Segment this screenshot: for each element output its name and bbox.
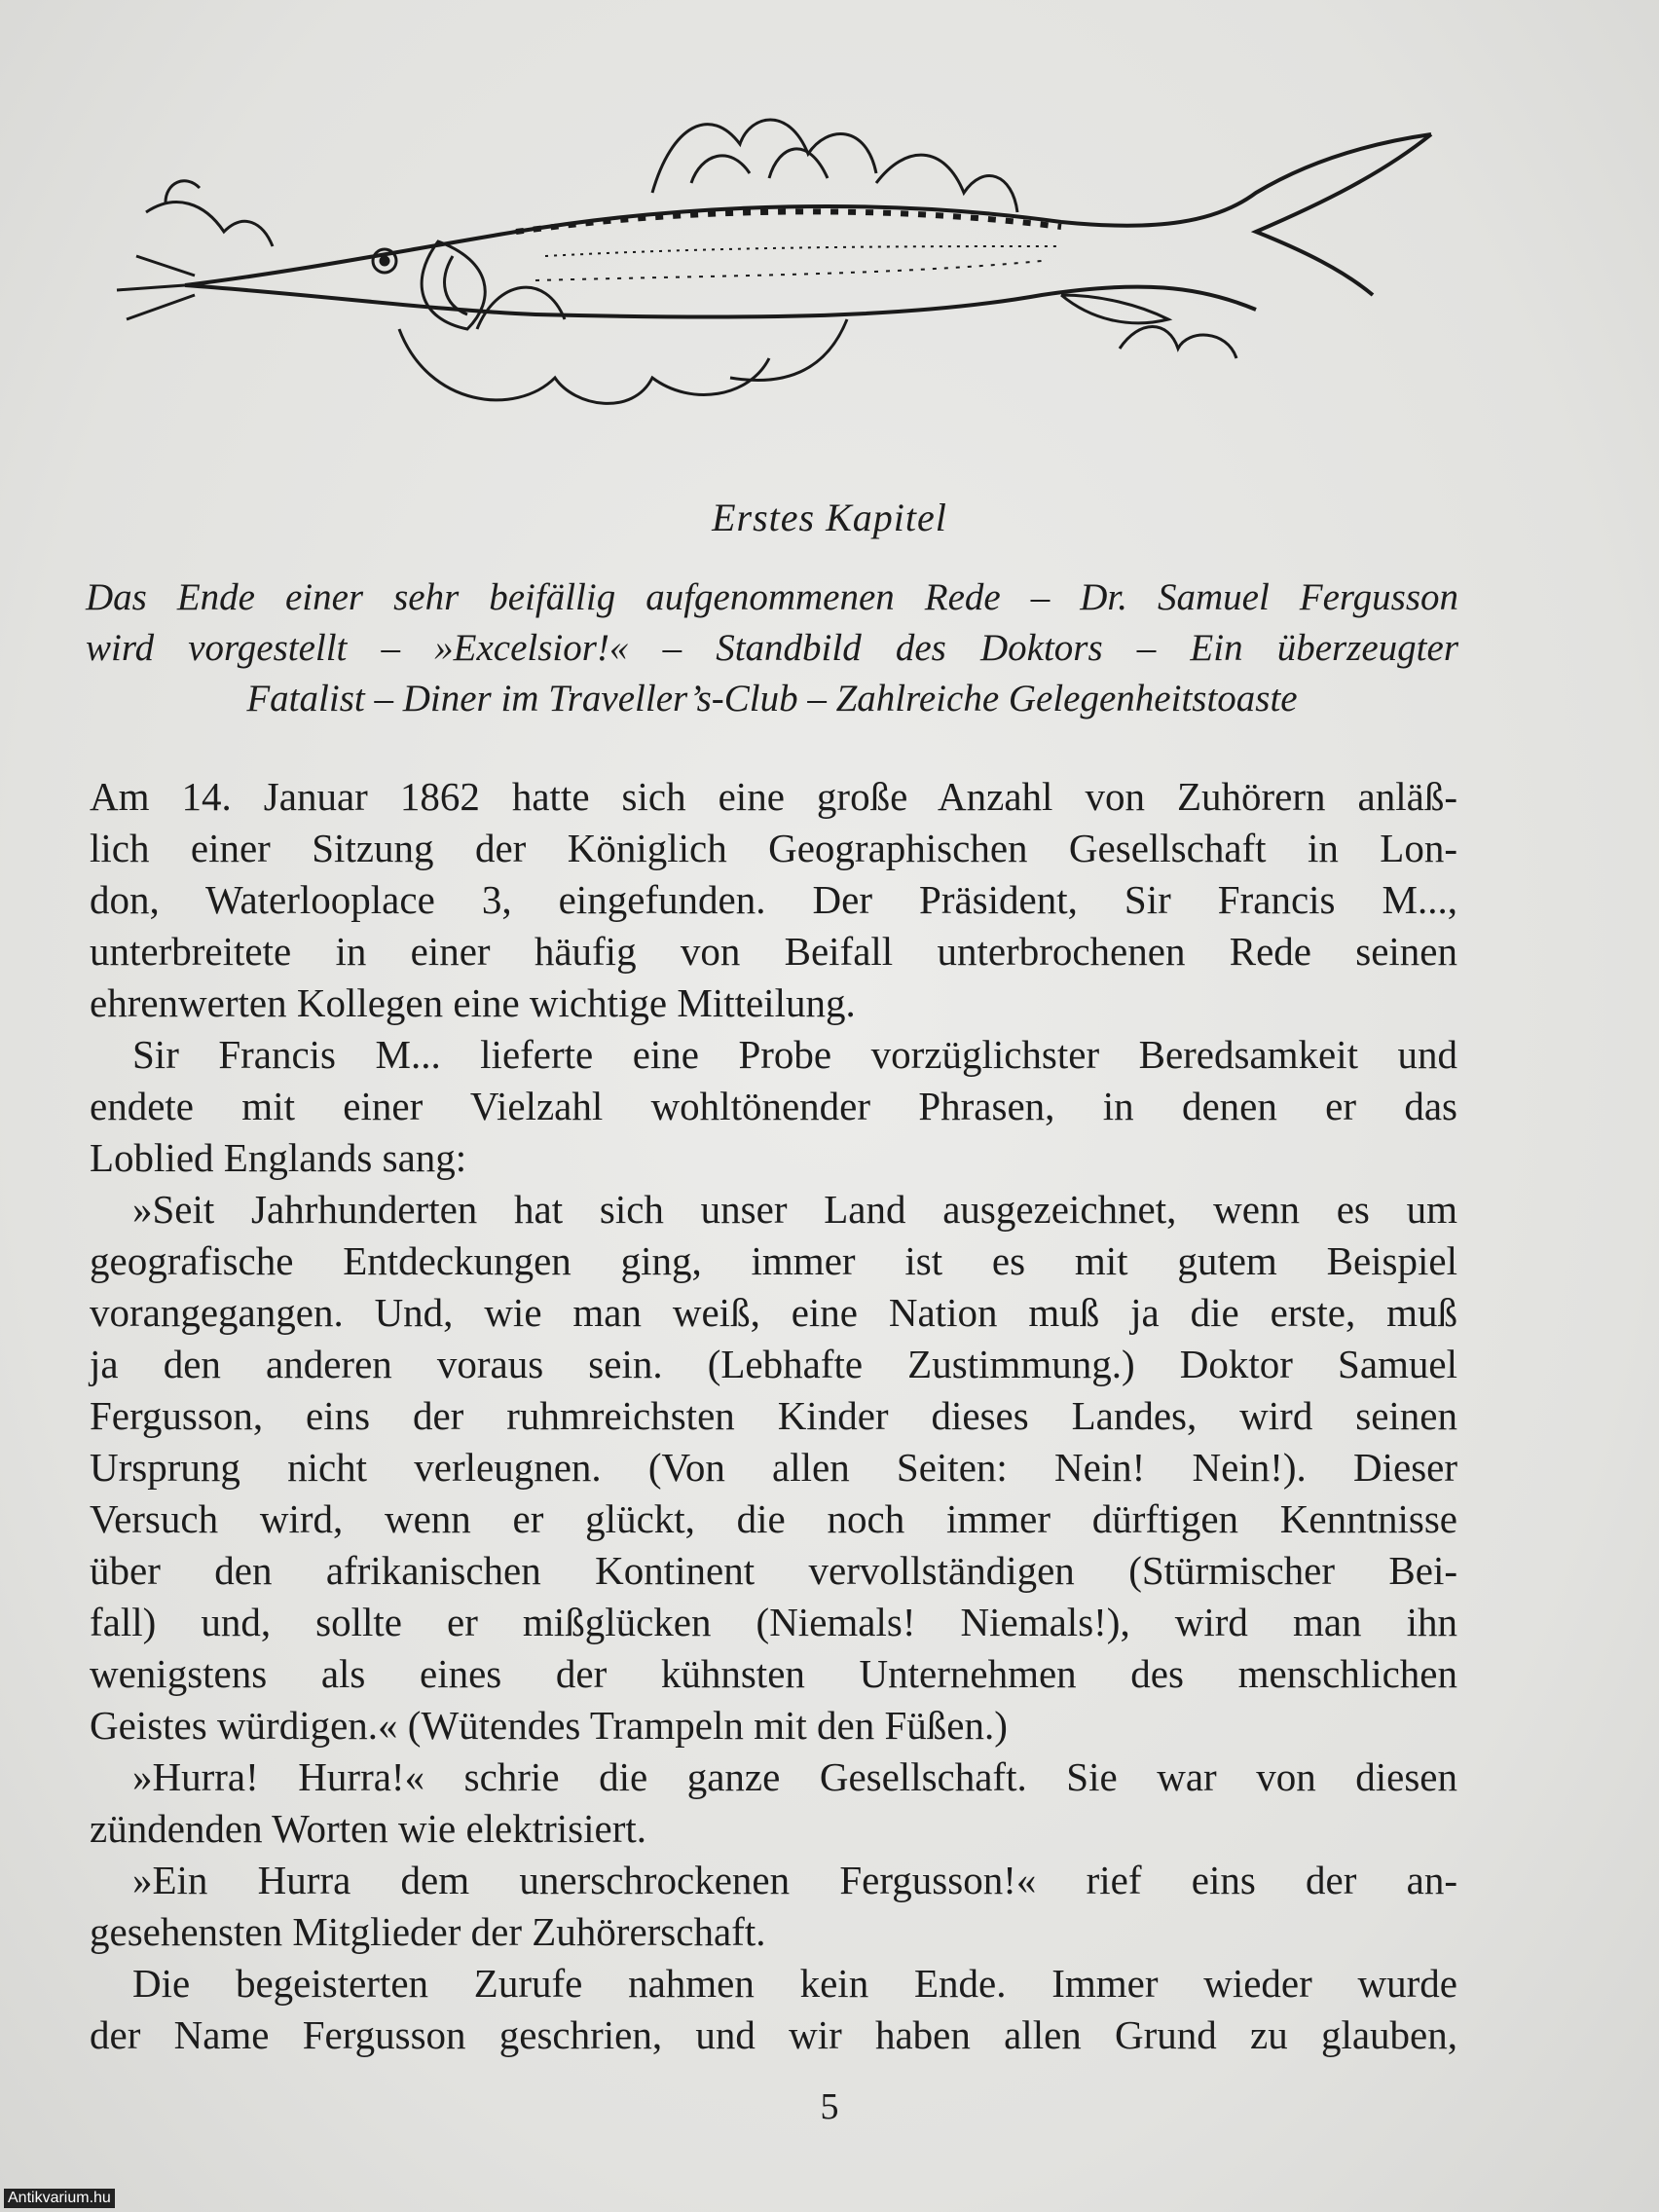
summary-line: Fatalist – Diner im Traveller’s-Club – Zahlreiche Gelegenheitstoaste	[246, 678, 1298, 719]
text-line: »Ein Hurra dem unerschrockenen Fergusson!« rief eins der an-	[132, 1858, 1457, 1902]
text-line: vorangegangen. Und, wie man weiß, eine Nation muß ja die erste, muß	[90, 1290, 1457, 1335]
summary-line: Das Ende einer sehr beifällig aufgenommenen Rede – Dr. Samuel Fergusson	[86, 576, 1458, 618]
text-line: don, Waterlooplace 3, eingefunden. Der Präsident, Sir Francis M...,	[90, 877, 1457, 922]
text-line: ja den anderen voraus sein. (Lebhafte Zustimmung.) Doktor Samuel	[90, 1342, 1457, 1386]
text-line: Versuch wird, wenn er glückt, die noch immer dürftigen Kenntnisse	[90, 1496, 1457, 1541]
text-line: über den afrikanischen Kontinent vervollständigen (Stürmischer Bei-	[90, 1548, 1457, 1593]
body-text	[90, 771, 1457, 2061]
chapter-title: Erstes Kapitel	[712, 496, 947, 539]
watermark: Antikvarium.hu	[4, 2189, 115, 2208]
text-line: Loblied Englands sang:	[90, 1135, 467, 1180]
text-line: geografische Entdeckungen ging, immer ist es mit gutem Beispiel	[90, 1238, 1457, 1283]
sturgeon-illustration	[107, 86, 1451, 446]
text-line: gesehensten Mitglieder der Zuhörerschaft.	[90, 1909, 766, 1954]
text-line: unterbreitete in einer häufig von Beifall unterbrochenen Rede seinen	[90, 929, 1457, 974]
text-line: Ursprung nicht verleugnen. (Von allen Seiten: Nein! Nein!). Dieser	[90, 1445, 1457, 1490]
text-line: ehrenwerten Kollegen eine wichtige Mitteilung.	[90, 980, 856, 1025]
text-line: fall) und, sollte er mißglücken (Niemals! Niemals!), wird man ihn	[90, 1600, 1457, 1644]
text-line: lich einer Sitzung der Königlich Geographischen Gesellschaft in Lon-	[90, 826, 1457, 870]
text-line: »Seit Jahrhunderten hat sich unser Land ausgezeichnet, wenn es um	[132, 1187, 1457, 1232]
text-line: endete mit einer Vielzahl wohltönender Phrasen, in denen er das	[90, 1084, 1457, 1128]
text-line: Geistes würdigen.« (Wütendes Trampeln mit den Füßen.)	[90, 1703, 1008, 1748]
text-line: Die begeisterten Zurufe nahmen kein Ende. Immer wieder wurde	[132, 1961, 1457, 2006]
text-line: Am 14. Januar 1862 hatte sich eine große Anzahl von Zuhörern anläß-	[90, 774, 1457, 819]
text-line: wenigstens als eines der kühnsten Unternehmen des menschlichen	[90, 1651, 1457, 1696]
page-number: 5	[820, 2086, 839, 2127]
summary-line: wird vorgestellt – »Excelsior!« – Standbild des Doktors – Ein überzeugter	[86, 627, 1458, 669]
text-line: der Name Fergusson geschrien, und wir haben allen Grund zu glauben,	[90, 2012, 1457, 2057]
chapter-summary	[86, 572, 1458, 724]
text-line: Fergusson, eins der ruhmreichsten Kinder dieses Landes, wird seinen	[90, 1393, 1457, 1438]
text-line: zündenden Worten wie elektrisiert.	[90, 1806, 647, 1851]
text-line: Sir Francis M... lieferte eine Probe vorzüglichster Beredsamkeit und	[132, 1032, 1457, 1077]
text-line: »Hurra! Hurra!« schrie die ganze Gesellschaft. Sie war von diesen	[132, 1754, 1457, 1799]
